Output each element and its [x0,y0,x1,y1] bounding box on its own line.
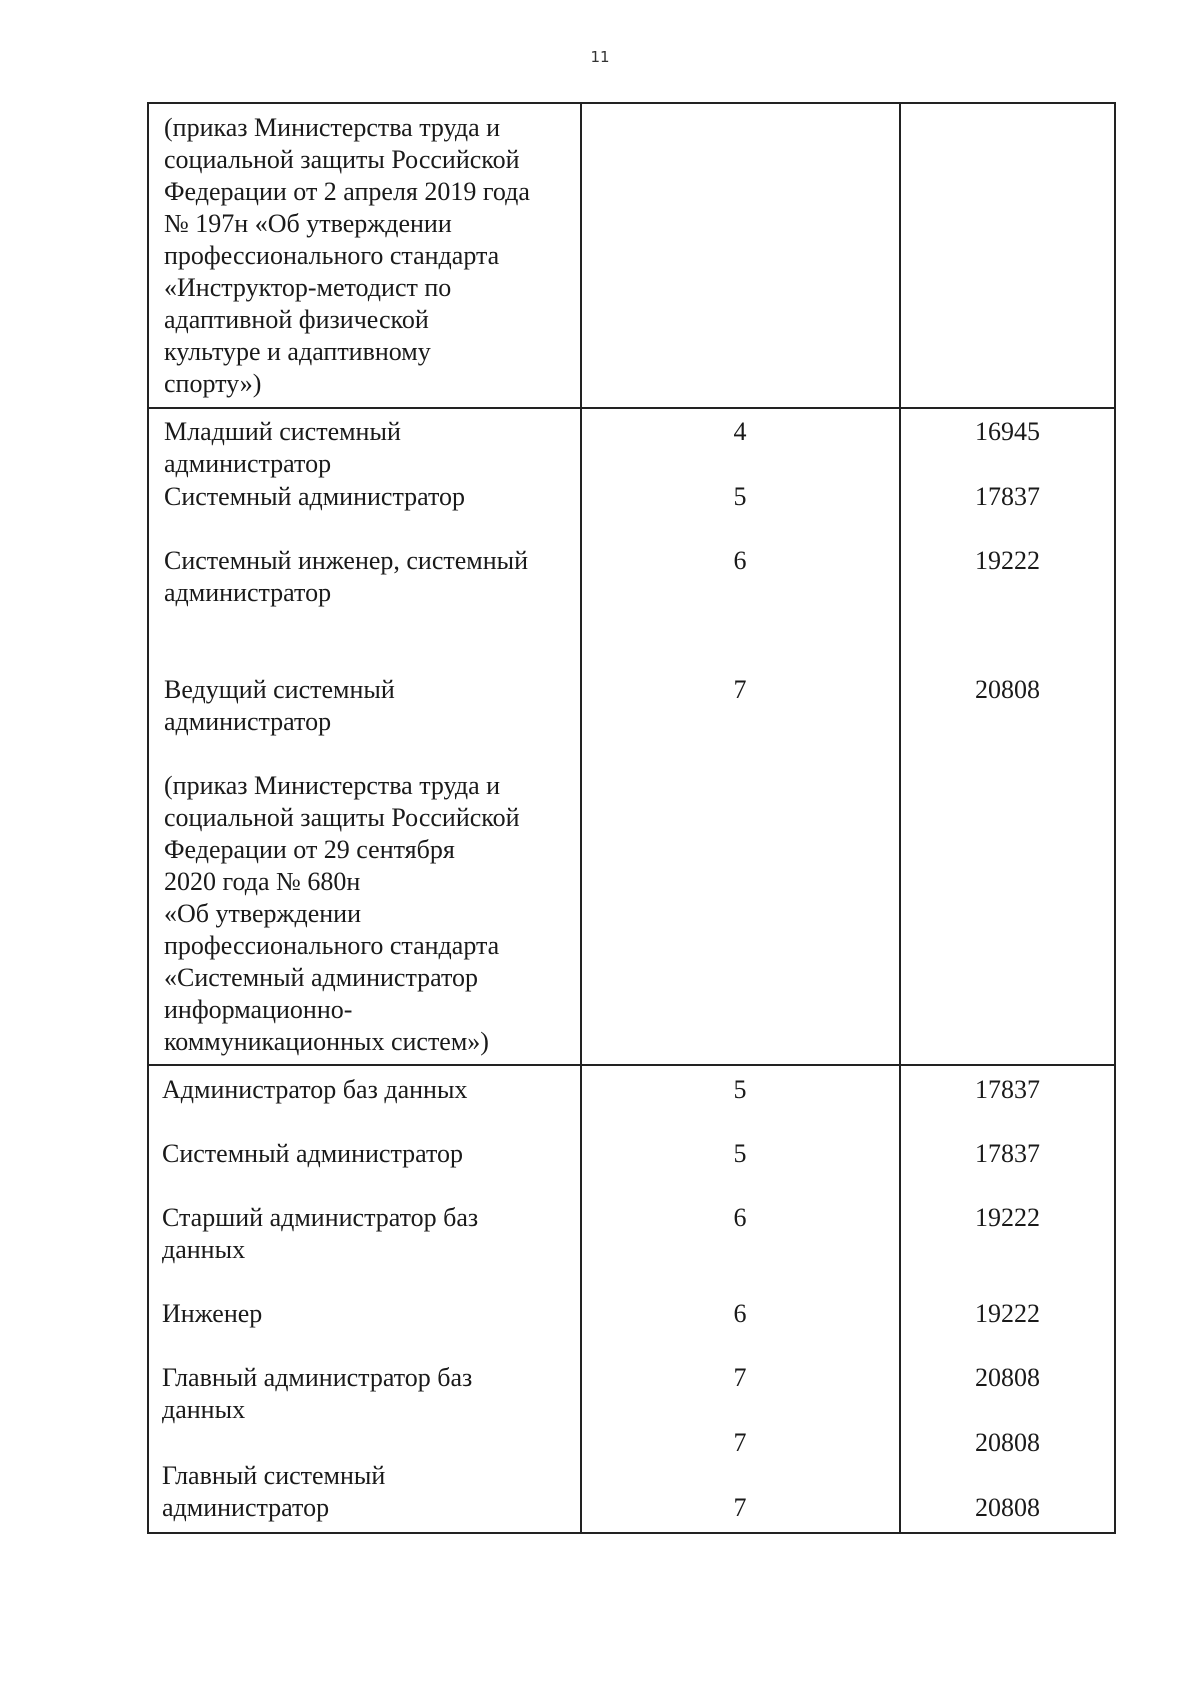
position-title-line: данных [162,1235,246,1264]
order-reference-line: Федерации от 29 сентября [164,835,455,864]
order-reference-line: спорту») [164,369,262,398]
salary-amount: 16945 [975,417,1040,446]
qualification-level: 7 [733,1363,747,1392]
position-title-line: Системный инженер, системный [164,546,529,575]
order-reference-line: (приказ Министерства труда и [164,771,501,800]
qualification-level: 7 [733,1493,747,1522]
salary-amount: 20808 [975,675,1040,704]
salary-amount: 19222 [975,1299,1040,1328]
order-reference-line: 2020 года № 680н [164,867,361,896]
position-title-line: Системный администратор [162,1139,464,1168]
table-border-right [1114,102,1116,1534]
order-reference-line: профессионального стандарта [164,931,500,960]
order-reference-line: «Об утверждении [164,899,362,928]
position-title-line: Главный системный [162,1461,386,1490]
order-reference-line: коммуникационных систем») [164,1027,489,1056]
qualification-level: 5 [733,1075,747,1104]
position-title-line: Главный администратор баз [162,1363,473,1392]
qualification-level: 7 [733,675,747,704]
order-reference-line: социальной защиты Российской [164,145,520,174]
order-reference-line: адаптивной физической [164,305,429,334]
position-title-line: администратор [164,578,332,607]
position-title-line: Старший администратор баз [162,1203,479,1232]
salary-amount: 17837 [975,482,1040,511]
table-border-top [147,102,1116,104]
position-title-line: Администратор баз данных [162,1075,468,1104]
order-reference-line: Федерации от 2 апреля 2019 года [164,177,530,206]
salary-amount: 20808 [975,1493,1040,1522]
table-border-bottom [147,1532,1116,1534]
position-title-line: Младший системный [164,417,401,446]
qualification-level: 6 [733,1299,747,1328]
page-number: 11 [590,48,610,66]
table-border-left [147,102,149,1534]
order-reference-line: профессионального стандарта [164,241,500,270]
salary-amount: 20808 [975,1428,1040,1457]
salary-amount: 17837 [975,1139,1040,1168]
position-title-line: Системный администратор [164,482,466,511]
salary-amount: 19222 [975,546,1040,575]
order-reference-line: «Системный администратор [164,963,479,992]
position-title-line: администратор [162,1493,330,1522]
order-reference-line: «Инструктор-методист по [164,273,452,302]
qualification-level: 6 [733,546,747,575]
order-reference-line: № 197н «Об утверждении [164,209,452,238]
qualification-level: 4 [733,417,747,446]
section-divider-2 [147,1064,1116,1066]
position-title-line: данных [162,1395,246,1424]
position-title-line: администратор [164,449,332,478]
salary-amount: 17837 [975,1075,1040,1104]
order-reference-line: социальной защиты Российской [164,803,520,832]
qualification-level: 7 [733,1428,747,1457]
order-reference-line: культуре и адаптивному [164,337,431,366]
salary-amount: 19222 [975,1203,1040,1232]
qualification-level: 6 [733,1203,747,1232]
order-reference-line: информационно- [164,995,353,1024]
order-reference-line: (приказ Министерства труда и [164,113,501,142]
position-title-line: Инженер [162,1299,263,1328]
section-divider-1 [147,407,1116,409]
qualification-level: 5 [733,1139,747,1168]
position-title-line: Ведущий системный [164,675,395,704]
salary-amount: 20808 [975,1363,1040,1392]
position-title-line: администратор [164,707,332,736]
qualification-level: 5 [733,482,747,511]
